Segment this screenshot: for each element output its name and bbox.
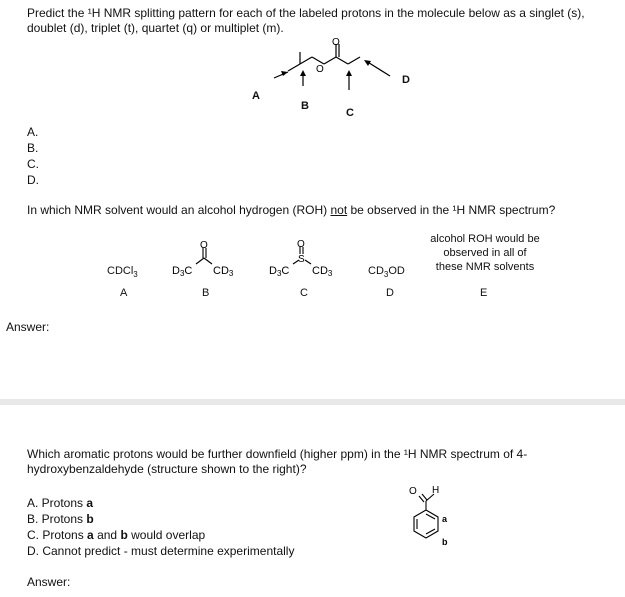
svg-text:O: O xyxy=(316,64,324,75)
section-divider xyxy=(0,399,625,405)
choice-a: A. Protons a xyxy=(27,496,94,510)
label-b: B xyxy=(301,100,309,112)
solvent-cdcl3: CDCl$_3$ xyxy=(107,265,138,280)
question-2-text: In which NMR solvent would an alcohol hydrogen (ROH) not be observed in the ¹H NMR spectrum? xyxy=(27,203,556,217)
solvent-cd3od: $CD_3OD$ xyxy=(368,265,405,280)
label-a: A xyxy=(252,90,260,102)
question-3-text: Which aromatic protons would be further downfield (higher ppm) in the ¹H NMR spectrum of 4-hydroxybenzaldehyde (structure shown to the right)? xyxy=(27,447,528,476)
solvent-letter-a: A xyxy=(120,287,128,299)
svg-text:CD3: CD3 xyxy=(213,265,234,278)
svg-text:D3C: D3C xyxy=(172,265,193,278)
svg-text:D3C: D3C xyxy=(269,265,290,278)
option-d: D. xyxy=(27,173,39,187)
option-a: A. xyxy=(27,125,39,139)
label-d: D xyxy=(402,74,410,86)
choice-c: C. Protons a and b would overlap xyxy=(27,528,206,542)
answer-label-2: Answer: xyxy=(27,575,71,589)
acetone-d6-structure xyxy=(170,240,240,280)
label-c: C xyxy=(346,107,354,119)
svg-text:O: O xyxy=(332,38,340,48)
svg-text:CD3: CD3 xyxy=(312,265,333,278)
choice-d: D. Cannot predict - must determine experimentally xyxy=(27,544,295,558)
solvent-letter-d: D xyxy=(386,287,394,299)
svg-text:H: H xyxy=(432,485,440,496)
svg-text:O: O xyxy=(200,240,208,251)
svg-text:b: b xyxy=(442,537,448,547)
solvent-letter-b: B xyxy=(202,287,210,299)
question-1-text: Predict the ¹H NMR splitting pattern for each of the labeled protons in the molecule below as a singlet (s), doublet (d), triplet (t), quartet (q) or multiplet (m). xyxy=(27,6,585,35)
dmso-d6-structure xyxy=(267,236,342,280)
solvent-letter-e: E xyxy=(480,287,488,299)
svg-text:O: O xyxy=(297,239,305,250)
ester-molecule xyxy=(240,38,420,123)
svg-text:O: O xyxy=(409,486,417,497)
hydroxybenzaldehyde-structure xyxy=(398,480,468,552)
option-c: C. xyxy=(27,157,39,171)
option-b: B. xyxy=(27,141,39,155)
choice-b: B. Protons b xyxy=(27,512,94,526)
solvent-letter-c: C xyxy=(300,287,308,299)
option-e-text: alcohol ROH would be observed in all of these NMR solvents xyxy=(430,233,540,273)
svg-text:a: a xyxy=(442,514,448,524)
svg-text:S: S xyxy=(298,254,305,265)
answer-label-1: Answer: xyxy=(6,320,50,334)
